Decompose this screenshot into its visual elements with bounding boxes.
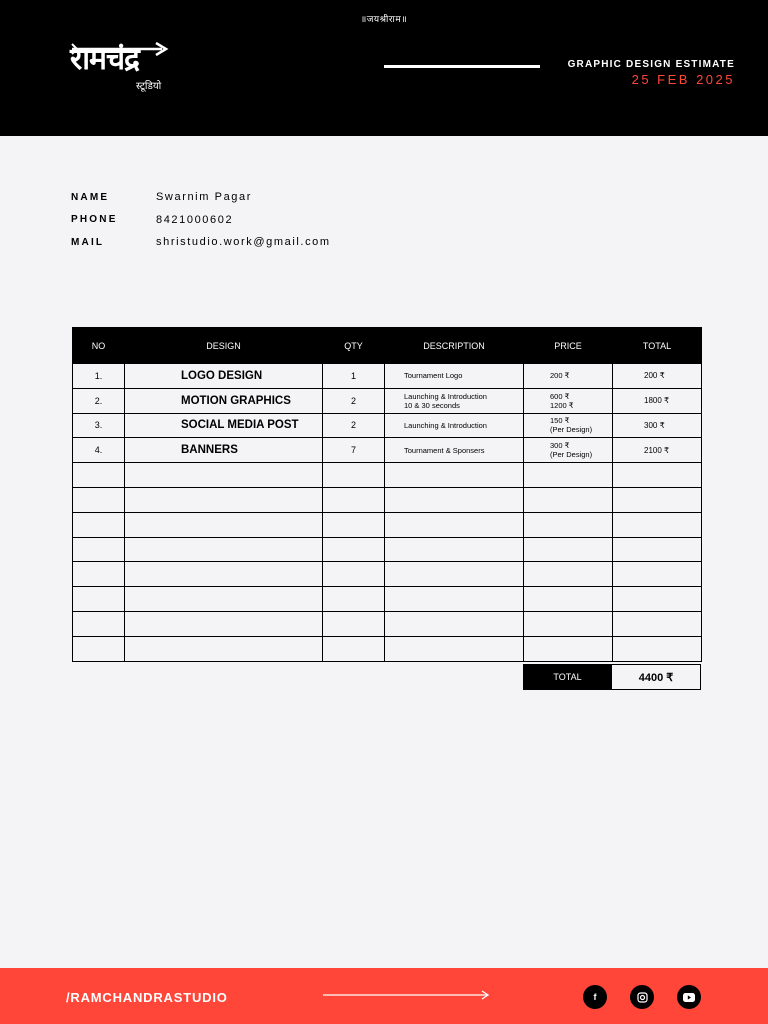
empty-cell bbox=[323, 587, 385, 612]
table-row-empty bbox=[73, 512, 702, 537]
empty-cell bbox=[385, 537, 524, 562]
row-description bbox=[385, 413, 524, 438]
row-no: 3. bbox=[73, 413, 125, 438]
header-qty: QTY bbox=[323, 328, 385, 364]
description-line: Tournament Logo bbox=[404, 371, 463, 381]
tagline: ॥जयश्रीराम॥ bbox=[360, 15, 408, 25]
header-divider bbox=[384, 65, 540, 68]
empty-cell bbox=[613, 512, 702, 537]
empty-cell bbox=[385, 487, 524, 512]
arrow-right-icon bbox=[323, 990, 491, 1000]
instagram-glyph bbox=[637, 992, 648, 1003]
empty-cell bbox=[73, 512, 125, 537]
row-total: 2100 ₹ bbox=[613, 438, 702, 463]
phone-row bbox=[71, 209, 331, 232]
row-price bbox=[524, 364, 613, 389]
empty-cell bbox=[323, 636, 385, 661]
social-handle[interactable]: /RAMCHANDRASTUDIO bbox=[66, 990, 228, 1005]
empty-cell bbox=[323, 562, 385, 587]
row-total: 1800 ₹ bbox=[613, 388, 702, 413]
empty-cell bbox=[73, 587, 125, 612]
price-line: (Per Design) bbox=[550, 425, 593, 435]
empty-cell bbox=[73, 463, 125, 488]
table-row-empty bbox=[73, 463, 702, 488]
empty-cell bbox=[524, 636, 613, 661]
table-row bbox=[73, 438, 702, 463]
total-value: 4400 ₹ bbox=[612, 664, 701, 690]
price-line: 150 ₹ bbox=[550, 416, 570, 426]
empty-cell bbox=[125, 611, 323, 636]
description-line: 10 & 30 seconds bbox=[404, 400, 460, 410]
empty-cell bbox=[524, 562, 613, 587]
empty-cell bbox=[323, 512, 385, 537]
empty-cell bbox=[385, 463, 524, 488]
document-date: 25 FEB 2025 bbox=[631, 72, 735, 87]
empty-cell bbox=[613, 487, 702, 512]
row-design: BANNERS bbox=[125, 438, 323, 463]
row-no: 1. bbox=[73, 364, 125, 389]
logo-text: रामचंद्र bbox=[70, 42, 139, 77]
row-qty: 2 bbox=[323, 388, 385, 413]
row-no: 2. bbox=[73, 388, 125, 413]
empty-cell bbox=[385, 611, 524, 636]
table-row bbox=[73, 388, 702, 413]
empty-cell bbox=[73, 487, 125, 512]
empty-cell bbox=[73, 636, 125, 661]
facebook-icon[interactable] bbox=[583, 985, 607, 1009]
empty-cell bbox=[613, 562, 702, 587]
empty-cell bbox=[613, 537, 702, 562]
row-qty: 1 bbox=[323, 364, 385, 389]
empty-cell bbox=[125, 487, 323, 512]
table-row-empty bbox=[73, 562, 702, 587]
empty-cell bbox=[73, 611, 125, 636]
table-row-empty bbox=[73, 537, 702, 562]
row-price bbox=[524, 438, 613, 463]
empty-cell bbox=[125, 463, 323, 488]
empty-cell bbox=[385, 512, 524, 537]
total-label: TOTAL bbox=[523, 664, 612, 690]
price-line: 200 ₹ bbox=[550, 371, 570, 381]
youtube-icon[interactable] bbox=[677, 985, 701, 1009]
row-qty: 2 bbox=[323, 413, 385, 438]
empty-cell bbox=[524, 537, 613, 562]
name-label: NAME bbox=[71, 191, 110, 203]
estimate-table bbox=[72, 327, 702, 662]
document-title: GRAPHIC DESIGN ESTIMATE bbox=[567, 59, 735, 70]
empty-cell bbox=[613, 587, 702, 612]
table-header-row bbox=[73, 328, 702, 364]
table-row bbox=[73, 364, 702, 389]
row-design: SOCIAL MEDIA POST bbox=[125, 413, 323, 438]
price-line: (Per Design) bbox=[550, 450, 593, 460]
row-total: 300 ₹ bbox=[613, 413, 702, 438]
empty-cell bbox=[613, 463, 702, 488]
table-row-empty bbox=[73, 487, 702, 512]
empty-rows bbox=[73, 463, 702, 661]
client-mail: shristudio.work@gmail.com bbox=[156, 236, 331, 249]
header-bar bbox=[0, 0, 768, 136]
description-line: Tournament & Sponsers bbox=[404, 445, 485, 455]
empty-cell bbox=[73, 537, 125, 562]
phone-label: PHONE bbox=[71, 214, 118, 226]
empty-cell bbox=[323, 537, 385, 562]
empty-cell bbox=[323, 463, 385, 488]
empty-cell bbox=[613, 611, 702, 636]
header-design: DESIGN bbox=[125, 328, 323, 364]
row-description bbox=[385, 364, 524, 389]
empty-cell bbox=[385, 587, 524, 612]
table-row bbox=[73, 413, 702, 438]
table-row-empty bbox=[73, 587, 702, 612]
table-row-empty bbox=[73, 636, 702, 661]
row-description bbox=[385, 388, 524, 413]
instagram-icon[interactable] bbox=[630, 985, 654, 1009]
row-description bbox=[385, 438, 524, 463]
empty-cell bbox=[125, 587, 323, 612]
facebook-glyph: f bbox=[593, 992, 597, 1002]
empty-cell bbox=[323, 611, 385, 636]
header-description: DESCRIPTION bbox=[385, 328, 524, 364]
price-line: 600 ₹ bbox=[550, 391, 570, 401]
table-row-empty bbox=[73, 611, 702, 636]
empty-cell bbox=[125, 636, 323, 661]
row-design: MOTION GRAPHICS bbox=[125, 388, 323, 413]
empty-cell bbox=[125, 537, 323, 562]
header-price: PRICE bbox=[524, 328, 613, 364]
empty-cell bbox=[73, 562, 125, 587]
header-no: NO bbox=[73, 328, 125, 364]
youtube-glyph bbox=[683, 993, 695, 1002]
description-line: Launching & Introduction bbox=[404, 391, 487, 401]
client-phone: 8421000602 bbox=[156, 213, 234, 226]
empty-cell bbox=[613, 636, 702, 661]
name-row bbox=[71, 186, 331, 209]
row-total: 200 ₹ bbox=[613, 364, 702, 389]
footer-bar bbox=[0, 968, 768, 1024]
studio-logo bbox=[70, 40, 180, 96]
empty-cell bbox=[524, 463, 613, 488]
empty-cell bbox=[524, 512, 613, 537]
empty-cell bbox=[524, 587, 613, 612]
client-info bbox=[71, 186, 331, 254]
row-price bbox=[524, 413, 613, 438]
price-line: 1200 ₹ bbox=[550, 400, 574, 410]
logo-subtext: स्टूडियो bbox=[136, 81, 162, 92]
price-line: 300 ₹ bbox=[550, 441, 570, 451]
empty-cell bbox=[125, 562, 323, 587]
empty-cell bbox=[385, 562, 524, 587]
mail-label: MAIL bbox=[71, 236, 105, 248]
empty-cell bbox=[385, 636, 524, 661]
row-no: 4. bbox=[73, 438, 125, 463]
description-line: Launching & Introduction bbox=[404, 420, 487, 430]
empty-cell bbox=[524, 487, 613, 512]
mail-row bbox=[71, 231, 331, 254]
row-price bbox=[524, 388, 613, 413]
grand-total bbox=[523, 664, 701, 690]
empty-cell bbox=[323, 487, 385, 512]
empty-cell bbox=[125, 512, 323, 537]
header-total: TOTAL bbox=[613, 328, 702, 364]
row-design: LOGO DESIGN bbox=[125, 364, 323, 389]
row-qty: 7 bbox=[323, 438, 385, 463]
client-name: Swarnim Pagar bbox=[156, 191, 252, 204]
empty-cell bbox=[524, 611, 613, 636]
